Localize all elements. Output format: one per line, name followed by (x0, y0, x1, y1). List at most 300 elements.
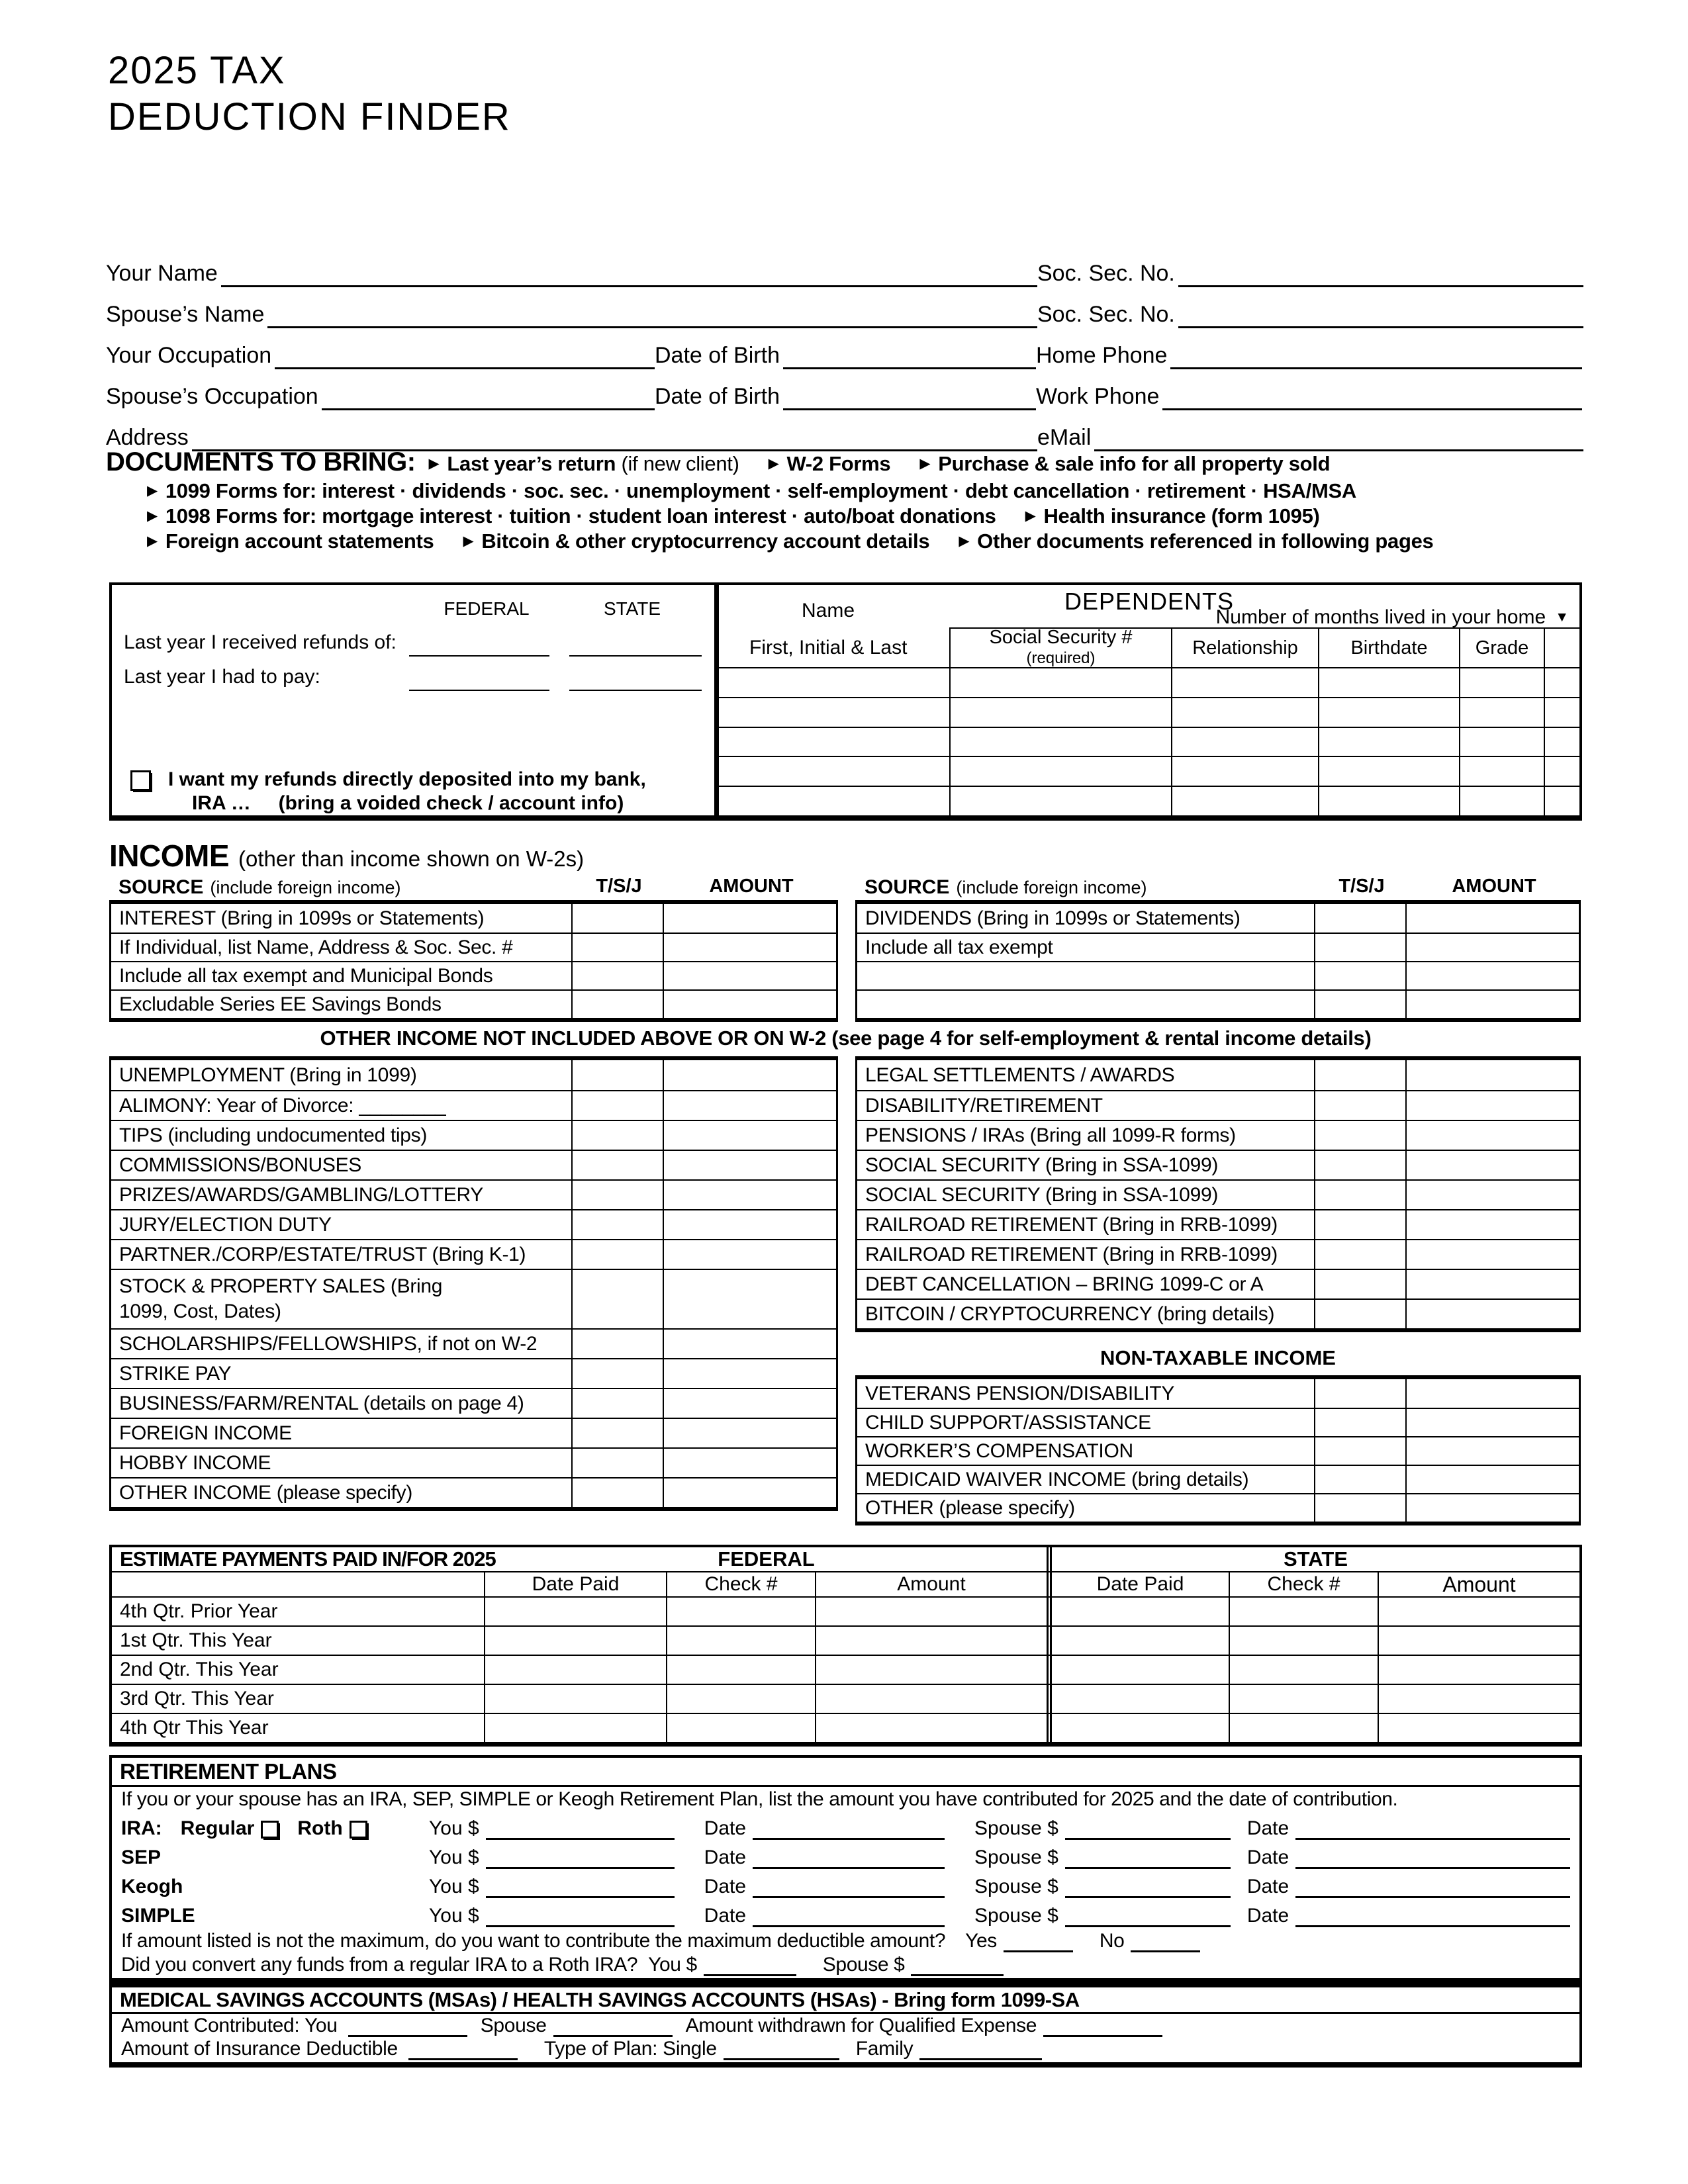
dependent-birthdate-cell[interactable] (1318, 667, 1459, 697)
you-amount-input[interactable] (486, 1891, 675, 1898)
months-in-home-label: Number of months lived in your home ▼ (1215, 606, 1569, 628)
federal-refund-input[interactable] (409, 655, 549, 657)
spouse-occupation-input[interactable] (322, 402, 655, 410)
you-amount-label: You $ (429, 1817, 479, 1839)
amount-cell[interactable] (663, 1240, 836, 1269)
retirement-plan-row (121, 1869, 1570, 1898)
income-row (857, 961, 1579, 989)
dotted-leader (198, 1911, 413, 1926)
federal-check-number-cell[interactable] (666, 1714, 815, 1742)
msa-withdrawn-label: Amount withdrawn for Qualified Expense (685, 2015, 1037, 2036)
amount-cell[interactable] (663, 1121, 836, 1150)
dependent-relationship-cell[interactable] (1171, 786, 1318, 815)
amount-cell[interactable] (663, 1151, 836, 1179)
page-title-line2: DEDUCTION FINDER (108, 95, 511, 138)
federal-date-paid-cell[interactable] (484, 1685, 666, 1713)
estimate-payments-table (109, 1545, 1582, 1747)
income-source-label (857, 991, 1314, 1018)
amount-cell[interactable] (1405, 1181, 1579, 1209)
amount-cell[interactable] (663, 1330, 836, 1358)
document-item-text: Purchase & sale info for all property sold (938, 452, 1331, 475)
dividend-income-table (855, 900, 1581, 1022)
estimate-row (112, 1596, 1579, 1625)
federal-amount-cell[interactable] (815, 1714, 1047, 1742)
address-label: Address (106, 425, 189, 450)
other-income-table-left (109, 1056, 838, 1511)
federal-check-number-cell[interactable] (666, 1598, 815, 1625)
documents-line (106, 504, 1602, 529)
tsj-cell[interactable] (571, 1479, 663, 1507)
documents-heading: DOCUMENTS TO BRING: (106, 447, 416, 477)
spouse-amount-input[interactable] (1065, 1833, 1231, 1840)
no-input[interactable] (1131, 1946, 1200, 1952)
home-phone-input[interactable] (1170, 361, 1582, 369)
dependent-name-cell[interactable] (719, 786, 949, 815)
amount-cell[interactable] (1405, 1270, 1579, 1298)
income-source-label: JURY/ELECTION DUTY (119, 1213, 332, 1236)
spouse-amount-input[interactable] (1065, 1862, 1231, 1869)
dependent-months-cell[interactable] (1544, 756, 1579, 786)
dependent-birthdate-cell[interactable] (1318, 786, 1459, 815)
income-source-label: VETERANS PENSION/DISABILITY (865, 1382, 1175, 1404)
dropdown-arrow-icon: ▼ (1555, 610, 1569, 625)
dependent-ssn-cell[interactable] (949, 667, 1171, 697)
income-source-label: OTHER INCOME (please specify) (119, 1481, 413, 1504)
msa-contributed-label: Amount Contributed: You (121, 2015, 338, 2036)
estimate-row-label: 4th Qtr This Year (120, 1717, 269, 1739)
tsj-cell[interactable] (571, 1359, 663, 1388)
dependents-grid (719, 627, 1579, 815)
state-amount-cell[interactable] (1378, 1656, 1579, 1684)
dependent-grade-cell[interactable] (1459, 667, 1544, 697)
page-title-line1: 2025 TAX (108, 49, 286, 92)
refunds-received-label: Last year I received refunds of: (124, 631, 397, 653)
bullet-icon: ▶ (147, 483, 158, 498)
spouse-date-label: Date (1246, 1817, 1289, 1839)
spouse-date-input[interactable] (1295, 1891, 1570, 1898)
plan-single-input[interactable] (724, 2054, 839, 2060)
tsj-cell[interactable] (1314, 1060, 1405, 1090)
tsj-cell[interactable] (1314, 1181, 1405, 1209)
spouse-amount-input[interactable] (1065, 1921, 1231, 1927)
income-row (111, 1120, 836, 1150)
amount-cell[interactable] (1405, 1091, 1579, 1120)
amount-cell[interactable] (1405, 904, 1579, 933)
tsj-cell[interactable] (571, 1121, 663, 1150)
your-name-input[interactable] (221, 279, 1037, 287)
tsj-cell[interactable] (1314, 1151, 1405, 1179)
direct-deposit-option (130, 768, 646, 815)
tsj-cell[interactable] (1314, 934, 1405, 961)
income-row (857, 1120, 1579, 1150)
amount-cell[interactable] (663, 1419, 836, 1447)
income-source-label: DISABILITY/RETIREMENT (865, 1094, 1103, 1116)
amount-cell[interactable] (1405, 1409, 1579, 1436)
federal-check-number-cell[interactable] (666, 1627, 815, 1655)
estimate-payments-title: ESTIMATE PAYMENTS PAID IN/FOR 2025 (120, 1547, 496, 1570)
tsj-cell[interactable] (571, 1419, 663, 1447)
spouse-name-label: Spouse’s Name (106, 302, 265, 327)
income-row (857, 1379, 1579, 1408)
spouse-amount-label: Spouse $ (974, 1817, 1058, 1839)
contribution-date-label: Date (704, 1846, 747, 1868)
amount-cell[interactable] (663, 1449, 836, 1477)
estimate-row-label: 2nd Qtr. This Year (120, 1659, 279, 1680)
income-row (111, 1060, 836, 1090)
amount-cell[interactable] (663, 1210, 836, 1239)
federal-amount-cell[interactable] (815, 1627, 1047, 1655)
spouse-dob-input[interactable] (783, 402, 1036, 410)
income-source-label: WORKER’S COMPENSATION (865, 1439, 1133, 1462)
state-date-paid-cell[interactable] (1047, 1714, 1229, 1742)
tsj-cell[interactable] (571, 904, 663, 933)
income-source-label: If Individual, list Name, Address & Soc. Sec. # (119, 936, 513, 958)
state-paid-input[interactable] (569, 690, 702, 691)
tsj-cell[interactable] (1314, 1466, 1405, 1493)
msa-you-input[interactable] (348, 2030, 467, 2037)
dependent-months-cell[interactable] (1544, 727, 1579, 756)
income-row (111, 1477, 836, 1507)
amount-cell[interactable] (1405, 1240, 1579, 1269)
tsj-cell[interactable] (1314, 991, 1405, 1018)
amount-cell[interactable] (1405, 934, 1579, 961)
income-source-label: TIPS (including undocumented tips) (119, 1124, 428, 1146)
tsj-cell[interactable] (571, 1389, 663, 1418)
tsj-cell[interactable] (1314, 1437, 1405, 1465)
income-row (857, 1269, 1579, 1298)
federal-check-number-cell[interactable] (666, 1685, 815, 1713)
document-item (769, 452, 891, 476)
state-amount-cell[interactable] (1378, 1598, 1579, 1625)
source-note: (include foreign income) (956, 878, 1147, 897)
tsj-cell[interactable] (571, 1060, 663, 1090)
plan-family-input[interactable] (919, 2054, 1042, 2060)
contribution-date-input[interactable] (753, 1891, 945, 1898)
max-contribution-question-row (121, 1927, 1570, 1952)
tsj-cell[interactable] (1314, 1494, 1405, 1522)
dependent-birthdate-cell[interactable] (1318, 697, 1459, 727)
amount-cell[interactable] (663, 1091, 836, 1120)
conversion-spouse-input[interactable] (911, 1970, 1004, 1976)
income-row (857, 904, 1579, 933)
ira-regular-label: Regular (180, 1817, 255, 1839)
bullet-icon: ▶ (919, 456, 931, 471)
dependents-row (719, 697, 1579, 727)
dependent-relationship-cell[interactable] (1171, 756, 1318, 786)
dependent-name-cell[interactable] (719, 667, 949, 697)
bullet-icon: ▶ (147, 508, 158, 523)
amount-cell[interactable] (663, 904, 836, 933)
tsj-cell[interactable] (1314, 1240, 1405, 1269)
tsj-cell[interactable] (1314, 1379, 1405, 1408)
insurance-deductible-input[interactable] (408, 2054, 518, 2060)
amount-cell[interactable] (1405, 1121, 1579, 1150)
dependent-birthdate-cell[interactable] (1318, 756, 1459, 786)
tsj-cell[interactable] (571, 1330, 663, 1358)
your-occupation-input[interactable] (275, 361, 655, 369)
documents-line (106, 447, 1602, 479)
income-source-label: HOBBY INCOME (119, 1451, 271, 1474)
income-row (111, 1328, 836, 1358)
state-date-paid-cell[interactable] (1047, 1598, 1229, 1625)
ira-regular-checkbox[interactable] (261, 1821, 279, 1839)
amount-cell[interactable] (1405, 962, 1579, 989)
amount-cell[interactable] (663, 1479, 836, 1507)
dependents-row (719, 756, 1579, 786)
amount-cell[interactable] (1405, 1466, 1579, 1493)
income-row (111, 1358, 836, 1388)
income-row (857, 1298, 1579, 1328)
sep-label: SEP (121, 1846, 162, 1868)
tsj-cell[interactable] (1314, 1270, 1405, 1298)
direct-deposit-checkbox[interactable] (130, 770, 151, 791)
msa-withdrawn-input[interactable] (1043, 2030, 1162, 2037)
contribution-date-input[interactable] (753, 1921, 945, 1927)
bullet-icon: ▶ (463, 533, 474, 549)
state-refund-input[interactable] (569, 655, 702, 657)
tsj-cell[interactable] (571, 1240, 663, 1269)
document-item (1025, 504, 1320, 528)
document-item-text: W-2 Forms (786, 452, 891, 475)
state-amount-cell[interactable] (1378, 1714, 1579, 1742)
tsj-cell[interactable] (1314, 962, 1405, 989)
dependent-relationship-cell[interactable] (1171, 727, 1318, 756)
msa-spouse-input[interactable] (553, 2030, 673, 2037)
you-amount-label: You $ (429, 1876, 479, 1897)
form-row (106, 410, 1583, 451)
dotted-leader (164, 1853, 413, 1868)
dependent-months-cell[interactable] (1544, 786, 1579, 815)
spouse-amount-input[interactable] (1065, 1891, 1231, 1898)
dependent-relationship-cell[interactable] (1171, 697, 1318, 727)
federal-amount-cell[interactable] (815, 1598, 1047, 1625)
direct-deposit-label (168, 768, 646, 815)
page-title (108, 48, 511, 140)
document-item (147, 479, 1356, 503)
you-amount-input[interactable] (486, 1833, 675, 1840)
roth-conversion-question: Did you convert any funds from a regular IRA to a Roth IRA? (121, 1954, 638, 1976)
amount-cell[interactable] (663, 1359, 836, 1388)
dependent-ssn-cell[interactable] (949, 727, 1171, 756)
personal-info-section (106, 246, 1583, 451)
dependents-header-row (719, 627, 1579, 667)
income-row (111, 904, 836, 933)
document-item-text: Foreign account statements (165, 529, 434, 553)
ira-label: IRA: (121, 1817, 162, 1839)
income-row (111, 1269, 836, 1328)
federal-column-label: FEDERAL (444, 598, 530, 619)
tsj-cell[interactable] (571, 1449, 663, 1477)
document-item-text: Other documents referenced in following pages (977, 529, 1434, 553)
amount-cell[interactable] (663, 1270, 836, 1328)
source-header: SOURCE (118, 876, 204, 898)
dependent-grade-cell[interactable] (1459, 756, 1544, 786)
amount-cell[interactable] (663, 934, 836, 961)
dependent-ssn-cell[interactable] (949, 756, 1171, 786)
state-date-paid-cell[interactable] (1047, 1685, 1229, 1713)
income-row (111, 1090, 836, 1120)
you-amount-input[interactable] (486, 1862, 675, 1869)
spouse-name-input[interactable] (267, 320, 1037, 328)
federal-date-paid-cell[interactable] (484, 1627, 666, 1655)
amount-cell[interactable] (1405, 1151, 1579, 1179)
state-check-number-cell[interactable] (1229, 1627, 1378, 1655)
amount-cell[interactable] (1405, 1379, 1579, 1408)
amount-cell[interactable] (663, 1060, 836, 1090)
dependents-row (719, 786, 1579, 815)
relationship-column-header: Relationship (1171, 627, 1318, 667)
direct-deposit-label-line1: I want my refunds directly deposited into my bank, (168, 768, 646, 790)
spouse-date-input[interactable] (1295, 1921, 1570, 1927)
federal-check-number-cell[interactable] (666, 1656, 815, 1684)
tsj-cell[interactable] (571, 934, 663, 961)
income-source-label: Include all tax exempt (865, 936, 1053, 958)
amount-cell[interactable] (1405, 1210, 1579, 1239)
email-label: eMail (1037, 425, 1092, 450)
state-check-number-cell[interactable] (1229, 1656, 1378, 1684)
income-source-label: BUSINESS/FARM/RENTAL (details on page 4) (119, 1392, 524, 1414)
your-dob-input[interactable] (783, 361, 1036, 369)
dependent-ssn-cell[interactable] (949, 786, 1171, 815)
dependent-grade-cell[interactable] (1459, 727, 1544, 756)
state-amount-cell[interactable] (1378, 1627, 1579, 1655)
tsj-cell[interactable] (1314, 904, 1405, 933)
amount-cell[interactable] (663, 1181, 836, 1209)
direct-deposit-label-line2: IRA … (bring a voided check / account info) (192, 792, 624, 814)
income-source-label: Excludable Series EE Savings Bonds (119, 993, 442, 1015)
other-income-table-right (855, 1056, 1581, 1332)
income-source-label: SOCIAL SECURITY (Bring in SSA-1099) (865, 1183, 1219, 1206)
dependents-title: DEPENDENTS (1064, 588, 1235, 615)
tsj-cell[interactable] (571, 1091, 663, 1120)
estimate-row-label: 4th Qtr. Prior Year (120, 1600, 278, 1622)
income-row (111, 1447, 836, 1477)
dependent-grade-cell[interactable] (1459, 697, 1544, 727)
state-check-number-cell[interactable] (1229, 1685, 1378, 1713)
amount-cell[interactable] (663, 991, 836, 1018)
tsj-header: T/S/J (596, 876, 642, 897)
tsj-cell[interactable] (1314, 1300, 1405, 1328)
amount-cell[interactable] (663, 1389, 836, 1418)
income-source-label: COMMISSIONS/BONUSES (119, 1154, 362, 1176)
amount-cell[interactable] (1405, 1494, 1579, 1522)
state-date-paid-cell[interactable] (1047, 1627, 1229, 1655)
income-row (111, 1388, 836, 1418)
conversion-spouse-label: Spouse $ (822, 1954, 905, 1976)
tsj-cell[interactable] (571, 1151, 663, 1179)
simple-label: SIMPLE (121, 1905, 195, 1927)
income-row (111, 1239, 836, 1269)
work-phone-input[interactable] (1162, 402, 1582, 410)
dependents-row (719, 667, 1579, 697)
tsj-cell[interactable] (1314, 1121, 1405, 1150)
amount-header: AMOUNT (1452, 876, 1536, 897)
plan-family-label: Family (855, 2038, 914, 2060)
ira-roth-checkbox[interactable] (350, 1821, 367, 1839)
state-date-paid-cell[interactable] (1047, 1656, 1229, 1684)
income-row (857, 1090, 1579, 1120)
conversion-you-input[interactable] (704, 1970, 796, 1976)
medical-savings-section (109, 1983, 1582, 2068)
your-ssn-input[interactable] (1178, 279, 1583, 287)
spouse-date-label: Date (1246, 1905, 1289, 1927)
dotted-leader (185, 1882, 413, 1897)
income-source-label: STRIKE PAY (119, 1362, 232, 1385)
your-ssn-label: Soc. Sec. No. (1037, 261, 1175, 286)
dependent-months-cell[interactable] (1544, 667, 1579, 697)
conversion-you-label: You $ (648, 1954, 697, 1976)
federal-date-paid-cell[interactable] (484, 1598, 666, 1625)
contribution-date-input[interactable] (753, 1862, 945, 1869)
tsj-cell[interactable] (571, 962, 663, 989)
income-row (857, 1465, 1579, 1493)
federal-amount-cell[interactable] (815, 1656, 1047, 1684)
amount-cell[interactable] (1405, 1060, 1579, 1090)
form-row (106, 287, 1583, 328)
contribution-date-input[interactable] (753, 1833, 945, 1840)
tsj-cell[interactable] (571, 1210, 663, 1239)
ira-roth-label: Roth (297, 1817, 343, 1839)
tsj-cell[interactable] (571, 1270, 663, 1328)
dependent-relationship-cell[interactable] (1171, 667, 1318, 697)
amount-cell[interactable] (1405, 1300, 1579, 1328)
dependent-birthdate-cell[interactable] (1318, 727, 1459, 756)
income-source-label: RAILROAD RETIREMENT (Bring in RRB-1099) (865, 1243, 1278, 1265)
tsj-cell[interactable] (571, 991, 663, 1018)
bullet-icon: ▶ (428, 456, 440, 471)
income-source-label (857, 962, 1314, 989)
amount-cell[interactable] (1405, 1437, 1579, 1465)
amount-cell[interactable] (1405, 991, 1579, 1018)
income-row (111, 1179, 836, 1209)
yes-input[interactable] (1004, 1946, 1073, 1952)
spouse-ssn-input[interactable] (1178, 320, 1583, 328)
tsj-cell[interactable] (571, 1181, 663, 1209)
state-check-number-cell[interactable] (1229, 1714, 1378, 1742)
dependent-name-cell[interactable] (719, 727, 949, 756)
spouse-date-input[interactable] (1295, 1862, 1570, 1869)
tsj-cell[interactable] (1314, 1091, 1405, 1120)
state-amount-cell[interactable] (1378, 1685, 1579, 1713)
spouse-dob-label: Date of Birth (655, 384, 780, 409)
nontaxable-income-title: NON-TAXABLE INCOME (1100, 1346, 1336, 1369)
dependent-ssn-cell[interactable] (949, 697, 1171, 727)
dependent-name-cell[interactable] (719, 697, 949, 727)
birthdate-column-header: Birthdate (1318, 627, 1459, 667)
income-section-heading (109, 838, 584, 874)
bullet-icon: ▶ (768, 456, 779, 471)
tsj-header: T/S/J (1338, 876, 1385, 897)
name-column-label: Name (802, 600, 855, 621)
you-amount-input[interactable] (486, 1921, 675, 1927)
dependent-name-cell[interactable] (719, 756, 949, 786)
msa-spouse-label: Spouse (480, 2015, 547, 2036)
federal-amount-cell[interactable] (815, 1685, 1047, 1713)
tsj-cell[interactable] (1314, 1409, 1405, 1436)
tsj-cell[interactable] (1314, 1210, 1405, 1239)
state-check-number-cell[interactable] (1229, 1598, 1378, 1625)
dependent-grade-cell[interactable] (1459, 786, 1544, 815)
federal-date-paid-cell[interactable] (484, 1714, 666, 1742)
dependent-months-cell[interactable] (1544, 697, 1579, 727)
federal-date-paid-cell[interactable] (484, 1656, 666, 1684)
spouse-date-input[interactable] (1295, 1833, 1570, 1840)
federal-paid-input[interactable] (409, 690, 549, 691)
plan-label (121, 1817, 422, 1840)
amount-cell[interactable] (663, 962, 836, 989)
retirement-plans-section (109, 1755, 1582, 1983)
document-item (463, 529, 929, 553)
